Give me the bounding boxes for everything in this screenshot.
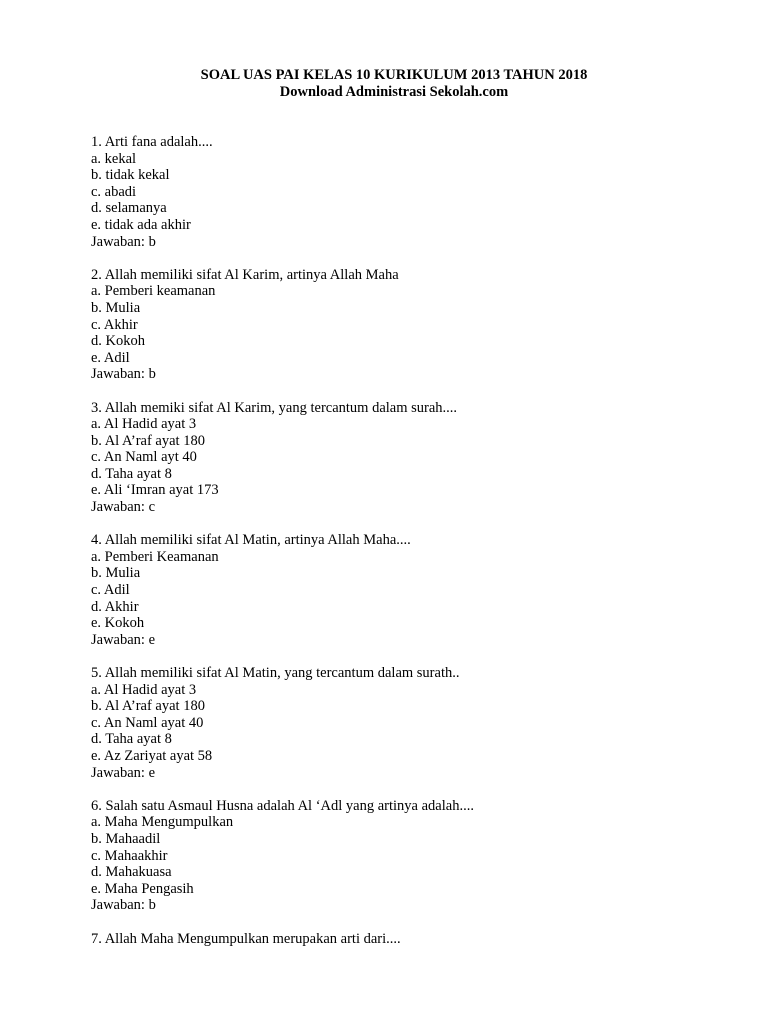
answer-option: b. Mahaadil: [91, 830, 161, 847]
answer-option: b. Mulia: [91, 299, 141, 316]
question-text: 1. Arti fana adalah....: [91, 134, 213, 150]
answer-key: Jawaban: b: [91, 897, 156, 914]
question-block: [91, 400, 711, 516]
answer-option: d. Mahakuasa: [91, 864, 172, 881]
answer-option: d. Akhir: [91, 598, 139, 615]
answer-option: b. Al A’raf ayat 180: [91, 432, 205, 449]
question-block: [91, 134, 711, 250]
answer-key: Jawaban: b: [91, 366, 156, 383]
answer-option: d. Kokoh: [91, 333, 145, 350]
answer-option: b. tidak kekal: [91, 167, 170, 184]
answer-option: e. Az Zariyat ayat 58: [91, 747, 213, 764]
answer-key: Jawaban: e: [91, 764, 156, 781]
answer-key: Jawaban: e: [91, 631, 156, 648]
question-block: [91, 798, 711, 914]
answer-option: a. Maha Mengumpulkan: [91, 814, 234, 831]
answer-option: b. Al A’raf ayat 180: [91, 698, 205, 715]
answer-option: e. Maha Pengasih: [91, 880, 194, 897]
answer-option: d. selamanya: [91, 200, 167, 217]
answer-option: c. abadi: [91, 183, 137, 200]
answer-key: Jawaban: b: [91, 233, 156, 250]
answer-option: c. Adil: [91, 582, 130, 599]
answer-option: c. Akhir: [91, 316, 138, 333]
question-text: 6. Salah satu Asmaul Husna adalah Al ‘Adl yang artinya adalah....: [91, 797, 474, 814]
answer-option: c. Mahaakhir: [91, 847, 168, 864]
question-text: 3. Allah memiki sifat Al Karim, yang tercantum dalam surah....: [91, 399, 458, 416]
answer-option: a. Pemberi keamanan: [91, 283, 216, 300]
question-block: [91, 532, 711, 648]
question-list: [91, 134, 711, 964]
document-title: SOAL UAS PAI KELAS 10 KURIKULUM 2013 TAHUN 2018: [200, 67, 588, 83]
answer-option: a. Pemberi Keamanan: [91, 548, 219, 565]
answer-option: e. tidak ada akhir: [91, 216, 191, 233]
answer-option: c. An Naml ayat 40: [91, 714, 204, 731]
answer-option: d. Taha ayat 8: [91, 465, 172, 482]
question-text: 5. Allah memiliki sifat Al Matin, yang tercantum dalam surath..: [91, 665, 460, 681]
question-text: 4. Allah memiliki sifat Al Matin, artinya Allah Maha....: [91, 532, 411, 549]
answer-option: a. kekal: [91, 150, 137, 167]
question-block: [91, 665, 711, 781]
answer-key: Jawaban: c: [91, 499, 156, 516]
answer-option: a. Al Hadid ayat 3: [91, 681, 197, 698]
question-text: 7. Allah Maha Mengumpulkan merupakan arti dari....: [91, 930, 401, 947]
answer-option: e. Adil: [91, 349, 130, 366]
answer-option: e. Kokoh: [91, 615, 145, 632]
document-subtitle: Download Administrasi Sekolah.com: [279, 84, 509, 100]
answer-option: c. An Naml ayt 40: [91, 449, 197, 466]
answer-option: e. Ali ‘Imran ayat 173: [91, 482, 219, 499]
answer-option: d. Taha ayat 8: [91, 731, 172, 748]
answer-option: b. Mulia: [91, 565, 141, 582]
document-header: [0, 67, 768, 101]
answer-option: a. Al Hadid ayat 3: [91, 416, 197, 433]
question-block: [91, 931, 711, 948]
question-text: 2. Allah memiliki sifat Al Karim, artinya Allah Maha: [91, 266, 399, 283]
question-block: [91, 267, 711, 383]
